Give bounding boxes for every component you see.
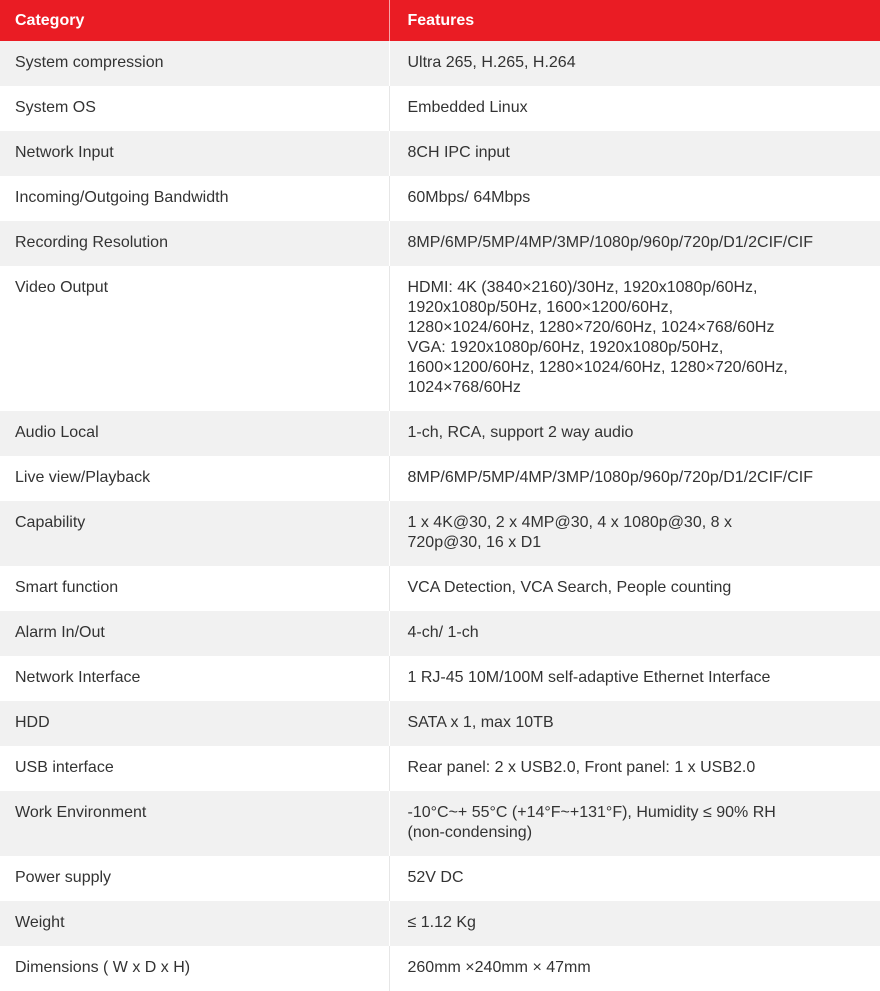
table-row bbox=[0, 501, 880, 566]
table-row bbox=[0, 946, 880, 991]
category-cell: System compression bbox=[0, 41, 389, 86]
features-cell bbox=[389, 411, 880, 456]
features-cell bbox=[389, 566, 880, 611]
table-row bbox=[0, 746, 880, 791]
header-features: Features bbox=[389, 0, 880, 41]
features-cell bbox=[389, 746, 880, 791]
features-line: HDMI: 4K (3840×2160)/30Hz, 1920x1080p/60Hz, bbox=[407, 279, 758, 296]
category-cell: HDD bbox=[0, 701, 389, 746]
features-line: (non-condensing) bbox=[407, 824, 533, 841]
features-line: 8MP/6MP/5MP/4MP/3MP/1080p/960p/720p/D1/2CIF/CIF bbox=[407, 469, 814, 486]
features-line: 52V DC bbox=[407, 869, 464, 886]
features-line: 8MP/6MP/5MP/4MP/3MP/1080p/960p/720p/D1/2CIF/CIF bbox=[407, 234, 814, 251]
features-line: -10°C~+ 55°C (+14°F~+131°F), Humidity ≤ 90% RH bbox=[407, 804, 776, 821]
table-row bbox=[0, 611, 880, 656]
features-cell bbox=[389, 501, 880, 566]
features-line: Embedded Linux bbox=[407, 99, 528, 116]
table-row bbox=[0, 411, 880, 456]
features-line: Ultra 265, H.265, H.264 bbox=[407, 54, 576, 71]
table-row bbox=[0, 566, 880, 611]
category-cell: Video Output bbox=[0, 266, 389, 411]
table-row bbox=[0, 856, 880, 901]
features-line: 1024×768/60Hz bbox=[407, 379, 521, 396]
features-line: 1600×1200/60Hz, 1280×1024/60Hz, 1280×720/60Hz, bbox=[407, 359, 788, 376]
features-cell bbox=[389, 791, 880, 856]
features-line: 60Mbps/ 64Mbps bbox=[407, 189, 531, 206]
table-row bbox=[0, 86, 880, 131]
features-line: 8CH IPC input bbox=[407, 144, 510, 161]
category-cell: System OS bbox=[0, 86, 389, 131]
features-cell bbox=[389, 131, 880, 176]
features-cell bbox=[389, 176, 880, 221]
table-row bbox=[0, 221, 880, 266]
category-cell: Capability bbox=[0, 501, 389, 566]
features-cell bbox=[389, 221, 880, 266]
features-line: ≤ 1.12 Kg bbox=[407, 914, 476, 931]
features-line: 260mm ×240mm × 47mm bbox=[407, 959, 591, 976]
category-cell: Network Interface bbox=[0, 656, 389, 701]
category-cell: Weight bbox=[0, 901, 389, 946]
category-cell: Smart function bbox=[0, 566, 389, 611]
table-row bbox=[0, 131, 880, 176]
header-category: Category bbox=[0, 0, 389, 41]
features-line: 4-ch/ 1-ch bbox=[407, 624, 479, 641]
table-row bbox=[0, 266, 880, 411]
category-cell: Audio Local bbox=[0, 411, 389, 456]
features-cell bbox=[389, 901, 880, 946]
category-cell: Dimensions ( W x D x H) bbox=[0, 946, 389, 991]
category-cell: Network Input bbox=[0, 131, 389, 176]
category-cell: USB interface bbox=[0, 746, 389, 791]
features-cell bbox=[389, 611, 880, 656]
features-cell bbox=[389, 41, 880, 86]
category-cell: Recording Resolution bbox=[0, 221, 389, 266]
features-cell bbox=[389, 656, 880, 701]
features-cell bbox=[389, 856, 880, 901]
features-cell bbox=[389, 456, 880, 501]
category-cell: Power supply bbox=[0, 856, 389, 901]
features-line: 1920x1080p/50Hz, 1600×1200/60Hz, bbox=[407, 299, 674, 316]
table-row bbox=[0, 791, 880, 856]
table-row bbox=[0, 176, 880, 221]
category-cell: Incoming/Outgoing Bandwidth bbox=[0, 176, 389, 221]
spec-table-body bbox=[0, 41, 880, 991]
features-cell bbox=[389, 266, 880, 411]
features-line: 720p@30, 16 x D1 bbox=[407, 534, 542, 551]
table-row bbox=[0, 41, 880, 86]
features-line: Rear panel: 2 x USB2.0, Front panel: 1 x USB2.0 bbox=[407, 759, 756, 776]
features-cell bbox=[389, 701, 880, 746]
spec-table-header bbox=[0, 0, 880, 41]
features-line: SATA x 1, max 10TB bbox=[407, 714, 554, 731]
features-line: 1 RJ-45 10M/100M self-adaptive Ethernet Interface bbox=[407, 669, 771, 686]
category-cell: Live view/Playback bbox=[0, 456, 389, 501]
features-line: 1-ch, RCA, support 2 way audio bbox=[407, 424, 634, 441]
header-row bbox=[0, 0, 880, 41]
table-row bbox=[0, 656, 880, 701]
features-line: VCA Detection, VCA Search, People counting bbox=[407, 579, 732, 596]
table-row bbox=[0, 901, 880, 946]
features-line: VGA: 1920x1080p/60Hz, 1920x1080p/50Hz, bbox=[407, 339, 724, 356]
category-cell: Alarm In/Out bbox=[0, 611, 389, 656]
table-row bbox=[0, 456, 880, 501]
features-cell bbox=[389, 946, 880, 991]
features-line: 1280×1024/60Hz, 1280×720/60Hz, 1024×768/60Hz bbox=[407, 319, 775, 336]
category-cell: Work Environment bbox=[0, 791, 389, 856]
features-cell bbox=[389, 86, 880, 131]
features-line: 1 x 4K@30, 2 x 4MP@30, 4 x 1080p@30, 8 x bbox=[407, 514, 732, 531]
table-row bbox=[0, 701, 880, 746]
